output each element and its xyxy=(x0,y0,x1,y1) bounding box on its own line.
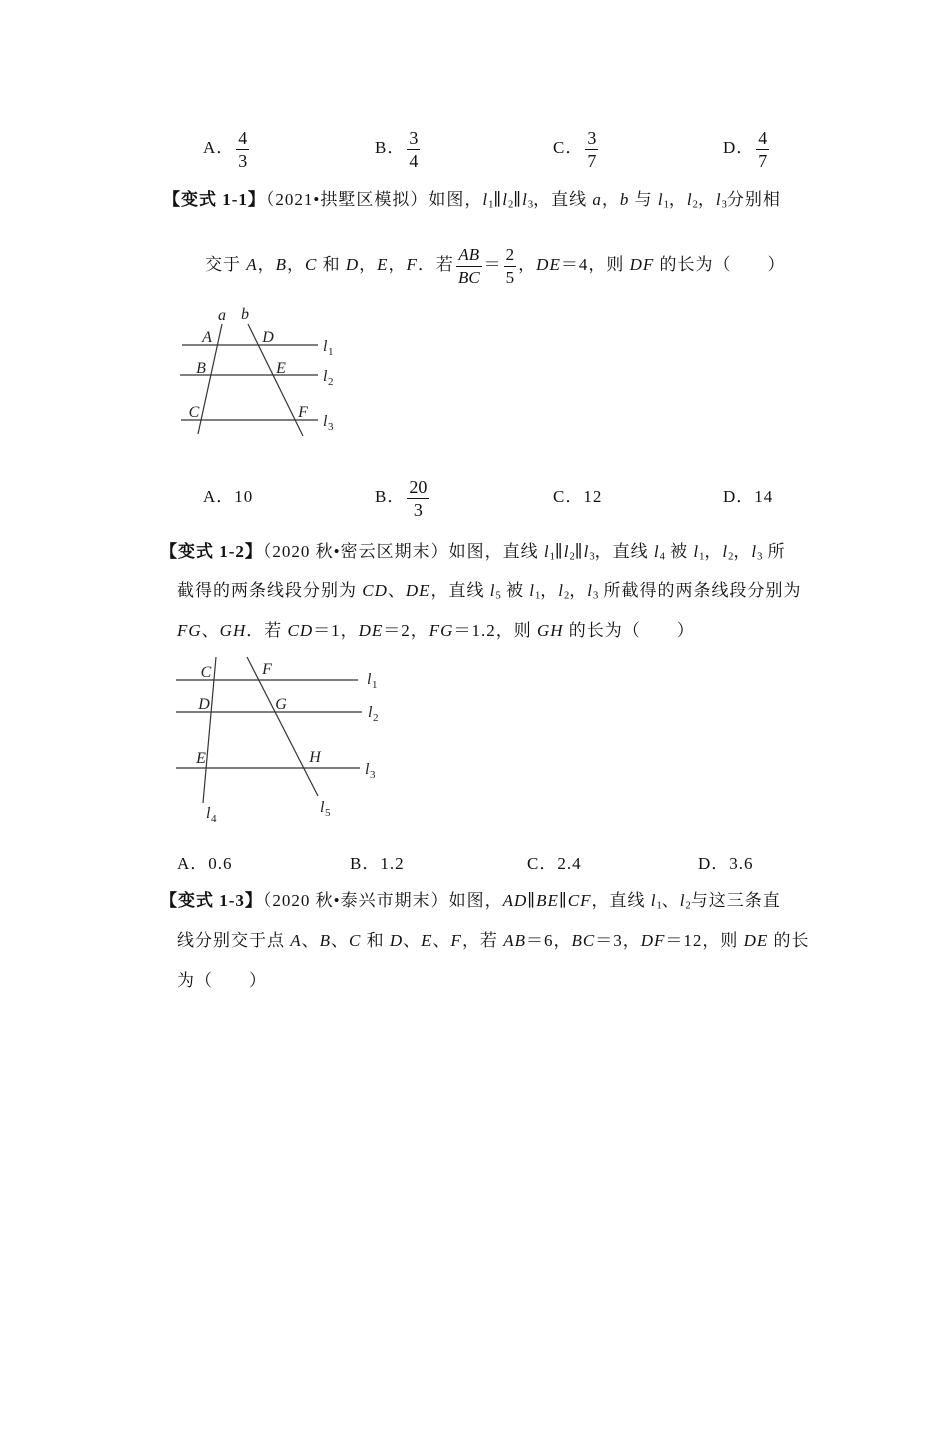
text-run: C．2.4 xyxy=(527,854,582,873)
fraction xyxy=(236,127,249,172)
fraction xyxy=(504,244,517,289)
figure-variant-1-1 xyxy=(170,300,350,445)
italic-variable: l xyxy=(558,581,565,600)
italic-variable: C xyxy=(349,931,362,950)
italic-variable: B xyxy=(275,255,288,274)
italic-variable: D xyxy=(389,931,404,950)
text-run: 所截得的两条线段分别为 xyxy=(598,581,802,600)
italic-variable: l xyxy=(653,542,660,561)
italic-variable: A xyxy=(290,931,302,950)
label-l2-subscript: 2 xyxy=(373,712,379,724)
label-point-d: D xyxy=(262,329,274,346)
text-run: 、 xyxy=(661,891,680,910)
text-run: ，若 xyxy=(461,931,504,950)
text-run: 、 xyxy=(432,931,451,950)
text-run: ∥ xyxy=(527,891,537,910)
text-run: 、 xyxy=(331,931,350,950)
text-run: ，直线 xyxy=(533,190,593,209)
subscript: 1 xyxy=(699,551,705,563)
text-run: 与这三条直 xyxy=(690,891,781,910)
label-l2-name: l xyxy=(368,704,373,721)
label-l3-subscript: 3 xyxy=(328,421,334,433)
label-l1-name: l xyxy=(323,338,328,355)
subscript: 1 xyxy=(535,590,541,602)
fraction xyxy=(756,127,769,172)
italic-variable: E xyxy=(421,931,433,950)
text-run: 的长 xyxy=(768,931,810,950)
subscript: 2 xyxy=(728,551,734,563)
label-line-a: a xyxy=(218,307,226,324)
italic-variable: DE xyxy=(743,931,769,950)
italic-variable: E xyxy=(377,255,389,274)
fraction-numerator: 4 xyxy=(758,127,768,148)
text-run: ， xyxy=(704,542,723,561)
italic-variable: CF xyxy=(567,891,592,910)
label-l4-name: l xyxy=(206,805,211,822)
italic-variable: l xyxy=(722,542,729,561)
label-l1-subscript: 1 xyxy=(372,679,378,691)
italic-variable: DE xyxy=(358,621,384,640)
italic-variable: l xyxy=(489,581,496,600)
label-point-c: C xyxy=(188,404,200,421)
italic-variable: AD xyxy=(502,891,528,910)
label-line-b: b xyxy=(241,306,249,323)
label-l2-subscript: 2 xyxy=(328,376,334,388)
italic-variable: D xyxy=(345,255,360,274)
fraction-denominator: 4 xyxy=(409,150,419,171)
label-l1-subscript: 1 xyxy=(328,346,334,358)
subscript: 3 xyxy=(593,590,599,602)
fraction-numerator: AB xyxy=(456,244,482,267)
subscript: 2 xyxy=(507,199,514,211)
text-run: ， xyxy=(697,190,716,209)
italic-variable: l xyxy=(751,542,758,561)
text-run: ， xyxy=(540,581,559,600)
text-run: D．3.6 xyxy=(698,854,754,873)
text-run: ， xyxy=(601,190,620,209)
text-run: ＝ xyxy=(483,255,502,274)
text-run: D． xyxy=(723,138,755,157)
fraction-denominator: 7 xyxy=(587,150,597,171)
text-run: 截得的两条线段分别为 xyxy=(177,581,363,600)
text-run: ， xyxy=(287,255,306,274)
label-point-f: F xyxy=(262,661,272,678)
text-run: 与 xyxy=(629,190,658,209)
text-run: ＝3， xyxy=(595,931,641,950)
label-l5-subscript: 5 xyxy=(325,807,331,819)
label-point-d: D xyxy=(198,696,210,713)
variant-1-3-line-1 xyxy=(160,889,781,913)
variant-1-2-line-2 xyxy=(177,579,802,603)
prev-option-b[interactable] xyxy=(375,127,422,171)
text-run: ， xyxy=(388,255,407,274)
text-run: A．0.6 xyxy=(177,854,233,873)
subscript: 3 xyxy=(589,551,595,563)
text-run: ＝2， xyxy=(383,621,429,640)
text-run: 和 xyxy=(361,931,390,950)
text-run: C．12 xyxy=(553,487,603,506)
text-run: ∥ xyxy=(558,891,568,910)
text-run: ，直线 xyxy=(591,891,651,910)
text-run: 、 xyxy=(201,621,220,640)
variant-1-2-option-a[interactable] xyxy=(177,852,233,876)
fraction-numerator: 20 xyxy=(409,476,428,497)
text-run: 为（ ） xyxy=(177,971,267,990)
label-l1-name: l xyxy=(367,671,372,688)
fraction-numerator: 4 xyxy=(238,127,248,148)
text-run: 的长为（ ） xyxy=(654,255,786,274)
fraction-numerator: 2 xyxy=(504,244,517,267)
variant-1-1-line-2 xyxy=(205,244,786,287)
italic-variable: a xyxy=(592,190,602,209)
subscript: 2 xyxy=(692,199,698,211)
text-run: A．10 xyxy=(203,487,254,506)
subscript: 3 xyxy=(757,551,763,563)
text-run: 线分别交于点 xyxy=(177,931,291,950)
italic-variable: GH xyxy=(536,621,564,640)
italic-variable: BC xyxy=(571,931,596,950)
italic-variable: l xyxy=(693,542,700,561)
label-l5-name: l xyxy=(320,799,325,816)
label-l4-subscript: 4 xyxy=(211,813,217,825)
italic-variable: l xyxy=(679,891,686,910)
text-run: ＝1.2，则 xyxy=(453,621,537,640)
italic-variable: FG xyxy=(428,621,454,640)
text-run: B．1.2 xyxy=(350,854,405,873)
subscript: 1 xyxy=(663,199,669,211)
subscript: 2 xyxy=(685,900,691,912)
variant-1-2-option-d[interactable] xyxy=(698,852,754,876)
fraction xyxy=(456,244,482,289)
fraction-denominator: 5 xyxy=(505,267,515,287)
text-run: 、 xyxy=(387,581,406,600)
label-point-b: B xyxy=(196,360,206,377)
text-run: ，直线 xyxy=(430,581,490,600)
bold-text-run: 【变式 1-2】 xyxy=(160,542,263,561)
italic-variable: FG xyxy=(177,621,202,640)
subscript: 4 xyxy=(659,551,665,563)
variant-1-1-option-a[interactable] xyxy=(203,485,253,509)
label-point-e: E xyxy=(196,750,206,767)
text-run: B． xyxy=(375,487,406,506)
bold-text-run: 【变式 1-3】 xyxy=(160,891,263,910)
figure-variant-1-2 xyxy=(170,650,385,830)
fraction-denominator: 7 xyxy=(758,150,768,171)
italic-variable: B xyxy=(319,931,332,950)
text-run: （2021•拱墅区模拟）如图， xyxy=(265,190,483,209)
prev-option-c[interactable] xyxy=(553,127,600,171)
fraction-numerator: 3 xyxy=(409,127,419,148)
italic-variable: l xyxy=(686,190,693,209)
text-run: B． xyxy=(375,138,406,157)
variant-1-1-option-d[interactable] xyxy=(723,485,773,509)
text-run: 分别相 xyxy=(726,190,781,209)
fraction-numerator: 3 xyxy=(587,127,597,148)
text-run: ， xyxy=(518,255,537,274)
prev-option-a[interactable] xyxy=(203,127,251,171)
subscript: 1 xyxy=(656,900,662,912)
fraction-denominator: BC xyxy=(457,267,480,287)
text-run: 、 xyxy=(403,931,422,950)
label-point-a: A xyxy=(202,329,212,346)
label-point-f: F xyxy=(298,404,308,421)
label-point-g: G xyxy=(275,696,287,713)
text-run: ， xyxy=(668,190,687,209)
text-run: （2020 秋•泰兴市期末）如图， xyxy=(262,891,503,910)
text-run: 所 xyxy=(762,542,786,561)
italic-variable: CD xyxy=(287,621,314,640)
text-run: ＝12，则 xyxy=(665,931,744,950)
text-run: ， xyxy=(733,542,752,561)
italic-variable: AB xyxy=(503,931,526,950)
transversal-line-b xyxy=(248,324,303,436)
text-run: 的长为（ ） xyxy=(563,621,695,640)
italic-variable: DF xyxy=(629,255,655,274)
subscript: 2 xyxy=(569,551,575,563)
label-point-e: E xyxy=(276,360,286,377)
text-run: ，直线 xyxy=(594,542,654,561)
text-run: ， xyxy=(257,255,276,274)
italic-variable: l xyxy=(657,190,664,209)
text-run: ∥ xyxy=(554,542,564,561)
italic-variable: l xyxy=(522,190,528,209)
fraction xyxy=(585,127,598,172)
text-run: C． xyxy=(553,138,584,157)
italic-variable: CD xyxy=(362,581,388,600)
italic-variable: GH xyxy=(219,621,247,640)
italic-variable: l xyxy=(650,891,657,910)
text-run: ＝4，则 xyxy=(560,255,630,274)
italic-variable: l xyxy=(583,542,590,561)
label-point-h: H xyxy=(309,749,321,766)
italic-variable: l xyxy=(587,581,594,600)
subscript: 3 xyxy=(527,199,534,211)
text-run: ， xyxy=(569,581,588,600)
label-l2-name: l xyxy=(323,368,328,385)
fraction-denominator: 3 xyxy=(413,499,423,520)
label-l3-name: l xyxy=(365,761,370,778)
label-l3-subscript: 3 xyxy=(370,769,376,781)
italic-variable: A xyxy=(246,255,258,274)
text-run: 交于 xyxy=(205,255,247,274)
italic-variable: DE xyxy=(405,581,431,600)
text-run: 被 xyxy=(664,542,694,561)
italic-variable: l xyxy=(529,581,536,600)
fraction xyxy=(407,127,420,172)
italic-variable: F xyxy=(406,255,418,274)
text-run: ＝1， xyxy=(313,621,359,640)
text-run: ＝6， xyxy=(525,931,572,950)
subscript: 3 xyxy=(721,199,727,211)
variant-1-2-option-b[interactable] xyxy=(350,852,405,876)
label-point-c: C xyxy=(200,664,212,681)
subscript: 1 xyxy=(549,551,555,563)
text-run: A． xyxy=(203,138,235,157)
subscript: 5 xyxy=(495,590,501,602)
text-run: ∥ xyxy=(513,190,523,209)
bold-text-run: 【变式 1-1】 xyxy=(163,190,266,209)
variant-1-2-line-1 xyxy=(160,540,786,564)
italic-variable: l xyxy=(482,190,489,209)
text-run: ．若 xyxy=(417,255,454,274)
text-run: 被 xyxy=(500,581,530,600)
italic-variable: BE xyxy=(536,891,559,910)
transversal-line-l5 xyxy=(247,657,318,796)
subscript: 1 xyxy=(488,199,494,211)
italic-variable: DF xyxy=(640,931,666,950)
text-run: ．若 xyxy=(246,621,288,640)
variant-1-1-line-1 xyxy=(163,188,781,212)
label-l3-name: l xyxy=(323,413,328,430)
variant-1-3-line-3 xyxy=(177,969,267,993)
variant-1-1-option-b[interactable] xyxy=(375,476,431,520)
prev-option-d[interactable] xyxy=(723,127,771,171)
italic-variable: F xyxy=(450,931,462,950)
italic-variable: DE xyxy=(536,255,561,274)
italic-variable: l xyxy=(563,542,570,561)
italic-variable: l xyxy=(543,542,550,561)
italic-variable: C xyxy=(305,255,318,274)
fraction-denominator: 3 xyxy=(238,150,248,171)
text-run: 和 xyxy=(317,255,346,274)
italic-variable: b xyxy=(619,190,630,209)
variant-1-2-option-c[interactable] xyxy=(527,852,582,876)
italic-variable: l xyxy=(502,190,508,209)
text-run: （2020 秋•密云区期末）如图，直线 xyxy=(262,542,544,561)
text-run: ， xyxy=(359,255,378,274)
variant-1-3-line-2 xyxy=(177,929,810,953)
text-run: ∥ xyxy=(493,190,503,209)
variant-1-2-line-3 xyxy=(177,619,695,643)
subscript: 2 xyxy=(564,590,570,602)
variant-1-1-option-c[interactable] xyxy=(553,485,602,509)
fraction xyxy=(407,476,429,521)
italic-variable: l xyxy=(715,190,722,209)
text-run: D．14 xyxy=(723,487,774,506)
text-run: ∥ xyxy=(574,542,584,561)
text-run: 、 xyxy=(301,931,320,950)
